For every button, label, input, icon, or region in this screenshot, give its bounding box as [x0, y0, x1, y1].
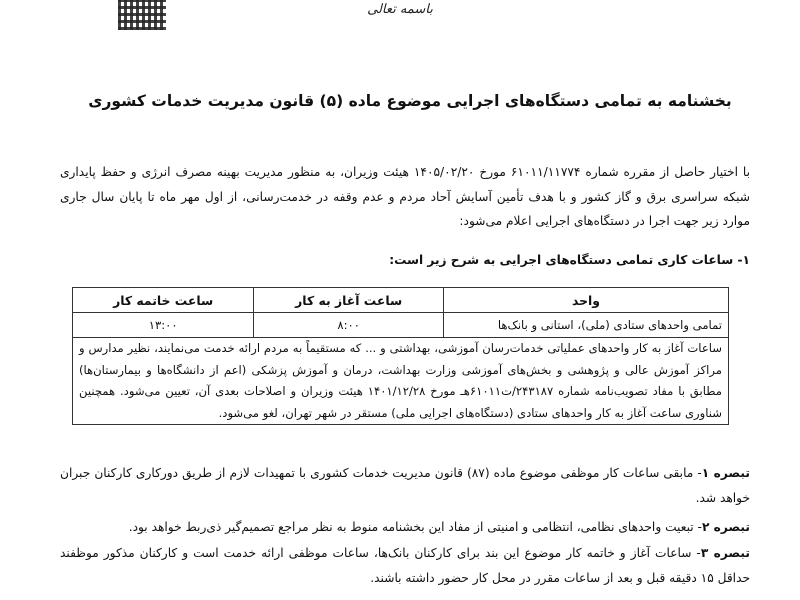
- note-1-text: - مابقی ساعات کار موظفی موضوع ماده (۸۷) قانون مدیریت خدمات کشوری با تمهیدات لازم از طریق دورکاری کارکنان جبران خواهد شد.: [60, 466, 750, 505]
- table-header-row: [73, 288, 729, 313]
- qr-code: [118, 0, 166, 30]
- note-1: [60, 461, 750, 510]
- cell-end-time: ۱۳:۰۰: [73, 313, 254, 338]
- note-3-label: تبصره ۳: [700, 546, 750, 560]
- note-2-text: - تبعیت واحدهای نظامی، انتظامی و امنیتی از مفاد این بخشنامه منوط به نظر مراجع تصمیم‌گیر ذی‌ربط خواهد بود.: [128, 520, 702, 534]
- header-start-time: ساعت آغاز به کار: [254, 288, 444, 313]
- item-1-heading: ۱- ساعات کاری تمامی دستگاه‌های اجرایی به شرح زیر است:: [389, 253, 750, 267]
- note-3-text: - ساعات آغاز و خاتمه کار موضوع این بند برای کارکنان بانک‌ها، ساعات موظفی ارائه خدمت است و کارکنان مذکور موظفند حداقل ۱۵ دقیقه قبل و بعد از ساعات مقرر در محل کار حضور داشته باشند.: [60, 546, 750, 585]
- note-2: [60, 515, 750, 540]
- working-hours-table: [72, 287, 729, 425]
- document-title: بخشنامه به تمامی دستگاه‌های اجرایی موضوع ماده (۵) قانون مدیریت خدمات کشوری: [88, 92, 732, 110]
- table-note: ساعات آغاز به کار واحدهای عملیاتی خدمات‌رسان آموزشی، بهداشتی و ... که مستقیماً به مردم ارائه خدمت می‌نمایند، نظیر مدارس و مراکز آموزش عالی و پژوهشی و بخش‌های آموزشی وزارت بهداشت، درمان و آموزش پزشکی (اعم از دانشگاه‌ها و بیمارستان‌ها) مطابق با مفاد تصویب‌نامه شماره ۲۴۳۱۸۷/ت۶۱۰۱۱هـ مورخ ۱۴۰۱/۱۲/۲۸ هیئت وزیران و اصلاحات بعدی آن، تعیین می‌شود. همچنین شناوری ساعت آغاز به کار واحدهای ستادی (دستگاه‌های اجرایی ملی) مستقر در شهر تهران، لغو می‌شود.: [73, 338, 729, 425]
- note-3: [60, 541, 750, 590]
- table-note-row: [73, 338, 729, 425]
- note-1-label: تبصره ۱: [701, 466, 750, 480]
- intro-paragraph: با اختیار حاصل از مقرره شماره ۶۱۰۱۱/۱۱۷۷۴ مورخ ۱۴۰۵/۰۲/۲۰ هیئت وزیران، به منظور مدیریت بهینه مصرف انرژی و حفظ پایداری شبکه سراسری برق و گاز کشور و با هدف تأمین آسایش آحاد مردم و عدم وقفه در خدمت‌رسانی، از اول مهر ماه تا پایان سال جاری موارد زیر جهت اجرا در دستگاه‌های اجرایی اعلام می‌شود:: [60, 165, 750, 228]
- cell-start-time: ۸:۰۰: [254, 313, 444, 338]
- header-unit: واحد: [444, 288, 729, 313]
- header-end-time: ساعت خاتمه کار: [73, 288, 254, 313]
- basmala: باسمه تعالی: [367, 2, 433, 17]
- table-row: [73, 313, 729, 338]
- note-2-label: تبصره ۲: [701, 520, 750, 534]
- cell-unit: تمامی واحدهای ستادی (ملی)، استانی و بانک‌ها: [444, 313, 729, 338]
